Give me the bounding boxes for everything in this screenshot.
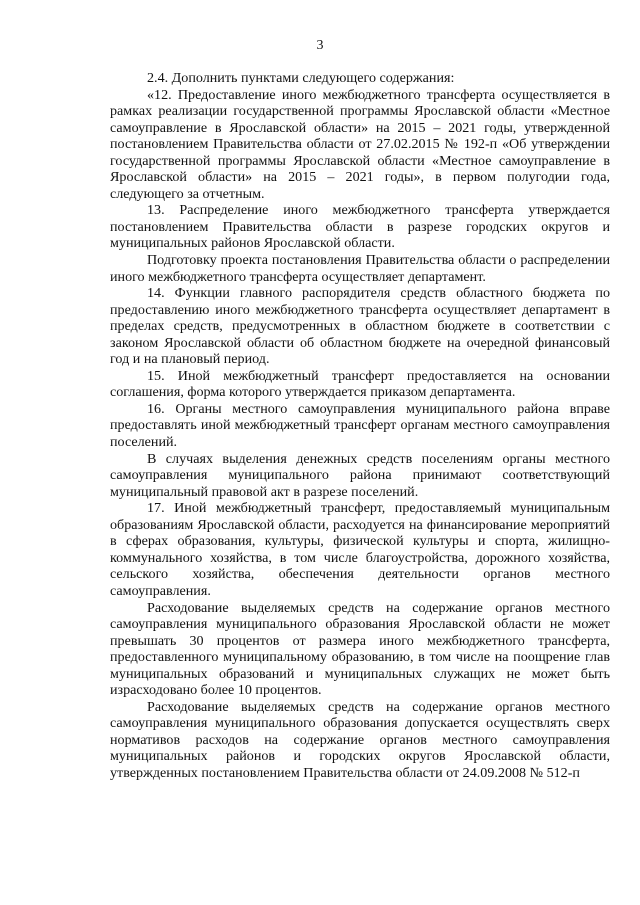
page-number: 3	[316, 38, 324, 53]
paragraph-item-15: 15. Иной межбюджетный трансферт предоставляется на основании соглашения, форма которого утверждается приказом департамента.	[110, 367, 610, 401]
paragraph-item-13-preparation: Подготовку проекта постановления Правительства области о распределении иного межбюджетного трансферта осуществляет департамент.	[110, 252, 610, 285]
paragraph-item-16-settlements: В случаях выделения денежных средств поселениям органы местного самоуправления муниципального района принимают соответствующий муниципальный правовой акт в разрезе поселений.	[110, 450, 610, 500]
paragraph-item-17-limit: Расходование выделяемых средств на содержание органов местного самоуправления муниципального образования Ярославской области не может превышать 30 процентов от размера иного межбюджетного трансферта, предоставленного муниципальному образованию, в том числе на поощрение глав муниципальных образований и муниципальных служащих не может быть израсходовано более 10 процентов.	[110, 599, 610, 699]
paragraph-2-4-intro: 2.4. Дополнить пунктами следующего содержания:	[147, 70, 455, 86]
paragraph-item-12: «12. Предоставление иного межбюджетного трансферта осуществляется в рамках реализации государственной программы Ярославской области «Местное самоуправление в Ярославской области» на 2015 – 2021 годы, утвержденной постановлением Правительства области от 27.02.2015 № 192-п «Об утверждении государственной программы Ярославской области «Местное самоуправление в Ярославской области» на 2015 – 2021 годы», в первом полугодии года, следующего за отчетным.	[110, 86, 610, 202]
paragraph-item-16: 16. Органы местного самоуправления муниципального района вправе предоставлять иной межбюджетный трансферт органам местного самоуправления поселений.	[110, 400, 610, 451]
paragraph-item-13: 13. Распределение иного межбюджетного трансферта утверждается постановлением Правительства области в разрезе городских округов и муниципальных районов Ярославской области.	[110, 202, 610, 252]
paragraph-item-14: 14. Функции главного распорядителя средств областного бюджета по предоставлению иного межбюджетного трансферта осуществляет департамент в пределах средств, предусмотренных в областном бюджете в соответствии с законом Ярославской области об областном бюджете на очередной финансовый год и на плановый период.	[110, 285, 610, 368]
document-body	[110, 70, 610, 782]
paragraph-item-17: 17. Иной межбюджетный трансферт, предоставляемый муниципальным образованиям Ярославской области, расходуется на финансирование мероприятий в сферах образования, культуры, физической культуры и спорта, жилищно-коммунального хозяйства, в том числе благоустройства, дорожного хозяйства, сельского хозяйства, обеспечения деятельности органов местного самоуправления.	[110, 500, 610, 599]
paragraph-item-17-exceeding: Расходование выделяемых средств на содержание органов местного самоуправления муниципального образования допускается осуществлять сверх нормативов расходов на содержание органов местного самоуправления муниципальных районов и городских округов Ярославской области, утвержденных постановлением Правительства области от 24.09.2008 № 512-п	[110, 698, 610, 781]
